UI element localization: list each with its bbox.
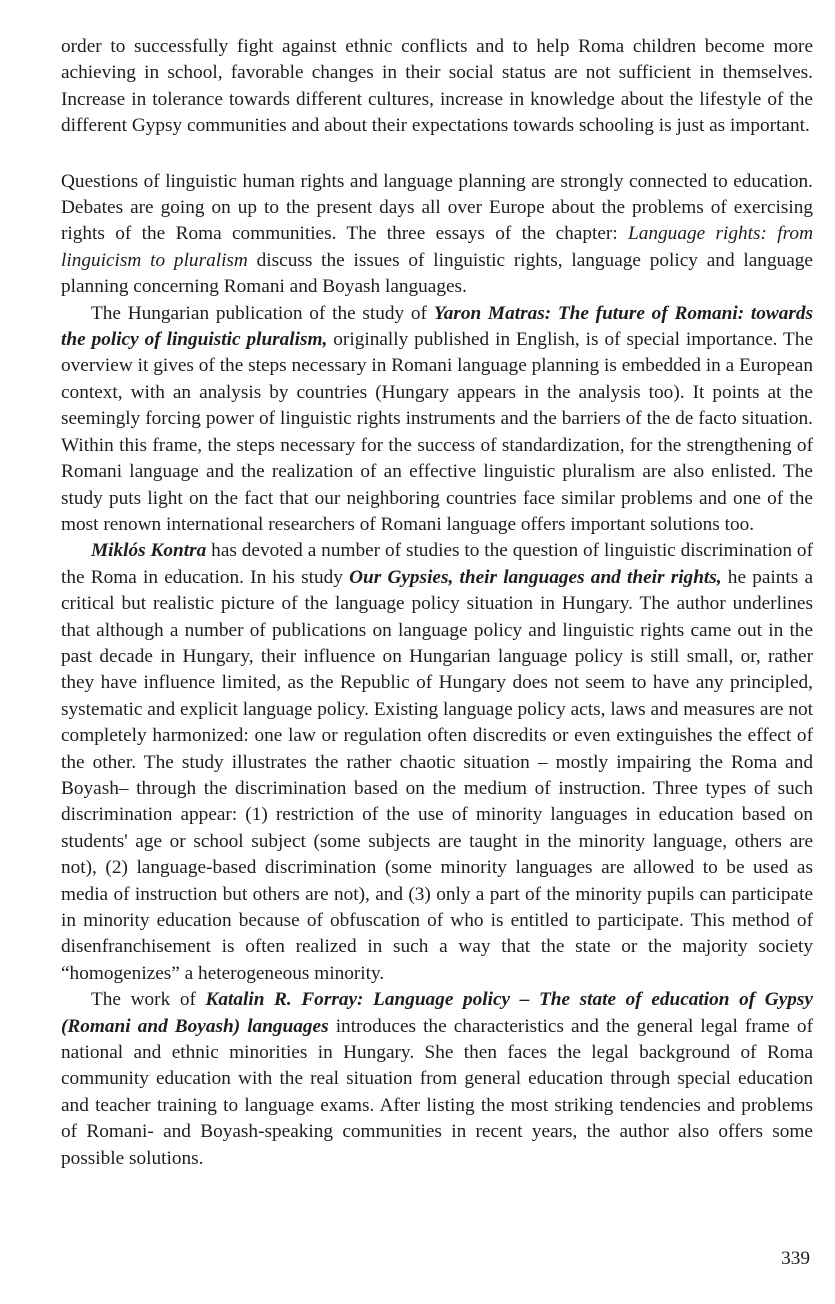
paragraph-kontra	[61, 538, 813, 987]
text-run: originally published in English, is of special importance. The overview it gives of the steps necessary in Romani language planning is embedded in a European context, with an analysis by countries (Hungary appears in the analysis too). It points at the seemingly forcing power of linguistic rights instruments and the barriers of the de facto situation. Within this frame, the steps necessary for the success of standardization, for the strengthening of Romani language and the realization of an effective linguistic pluralism are also enlisted. The study puts light on the fact that our neighboring countries face similar problems and one of the most renown international researchers of Romani language offers important solutions too.	[61, 329, 813, 535]
author-name-kontra: Miklós Kontra	[91, 540, 207, 562]
text-run: The work of	[91, 989, 206, 1011]
text-run: discuss the issues of linguistic rights, language policy and language planning concerning Romani and Boyash languages.	[61, 249, 813, 298]
paragraph-gap	[61, 140, 813, 169]
text-run: he paints a critical but realistic picture of the language policy situation in Hungary. The author underlines that although a number of publications on language policy and linguistic rights came out in the past decade in Hungary, their influence on Hungarian language policy is still small, or, rather they have influence limited, as the Republic of Hungary does not seem to have any principled, systematic and explicit language policy. Existing language policy acts, laws and measures are not completely harmonized: one law or regulation often discredits or even extinguishes the effect of the other. The study illustrates the rather chaotic situation – mostly impairing the Roma and Boyash– through the discrimination based on the medium of instruction. Three types of such discrimination appear: (1) restriction of the use of minority languages in education based on students' age or school subject (some subjects are taught in the minority language, others are not), (2) language-based discrimination (some minority languages are allowed to be used as media of instruction but others are not), and (3) only a part of the minority pupils can participate in minority education because of obfuscation of who is entitled to participate. This method of disenfranchisement is often realized in such a way that the state or the majority society “homogenizes” a heterogeneous minority.	[61, 566, 814, 984]
paragraph-linguistic-rights	[61, 169, 813, 301]
page-body	[61, 34, 813, 1172]
study-title-kontra: Our Gypsies, their languages and their rights,	[349, 566, 722, 588]
text-run: Questions of linguistic human rights and language planning are strongly connected to education. Debates are going on up to the present days all over Europe about the problems of exercising rights of the Roma communities. The three essays of the chapter:	[61, 170, 813, 245]
chapter-title: Language rights: from linguicism to pluralism	[61, 223, 813, 271]
paragraph-forray	[61, 987, 813, 1172]
text-run: introduces the characteristics and the general legal frame of national and ethnic minorities in Hungary. She then faces the legal background of Roma community education with the real situation from general education through special education and teacher training to language exams. After listing the most striking tendencies and problems of Romani- and Boyash-speaking communities in recent years, the author also offers some possible solutions.	[61, 1015, 813, 1169]
study-title-forray: Katalin R. Forray: Language policy – The state of education of Gypsy (Romani and Boyash) languages	[61, 989, 813, 1037]
study-title-matras: Yaron Matras: The future of Romani: towards the policy of linguistic pluralism,	[61, 302, 813, 351]
paragraph-matras	[61, 301, 813, 539]
page-number: 339	[781, 1248, 810, 1269]
text-run: has devoted a number of studies to the question of linguistic discrimination of the Roma in education. In his study	[61, 540, 813, 588]
paragraph-intro: order to successfully fight against ethnic conflicts and to help Roma children become more achieving in school, favorable changes in their social status are not sufficient in themselves. Increase in tolerance towards different cultures, increase in knowledge about the lifestyle of the different Gypsy communities and about their expectations towards schooling is just as important.	[61, 36, 813, 137]
text-run: The Hungarian publication of the study of	[91, 302, 434, 324]
